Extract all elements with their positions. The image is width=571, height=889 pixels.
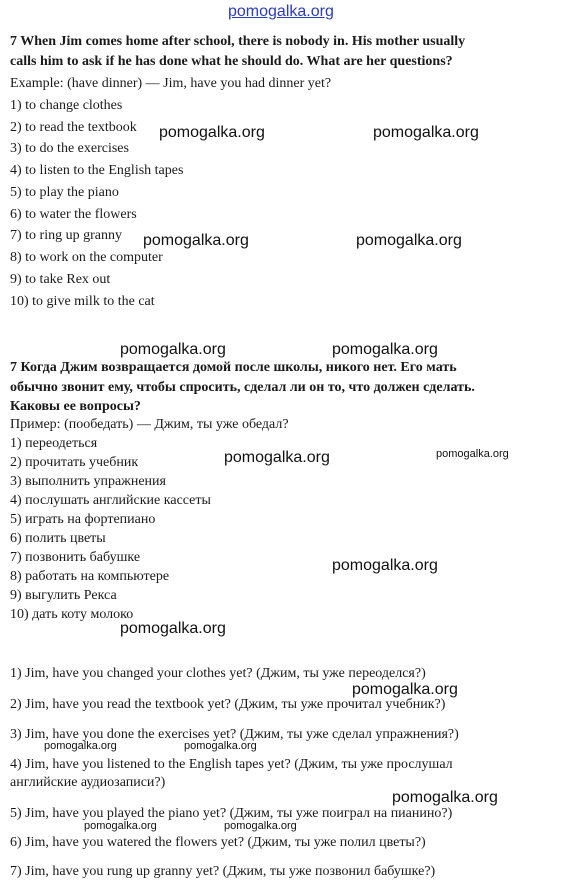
list-item: 1) to change clothes (10, 98, 123, 113)
list-item: 1) переодеться (10, 436, 98, 451)
watermark: pomogalka.org (436, 448, 509, 460)
watermark: pomogalka.org (44, 740, 117, 752)
answer-line: 6) Jim, have you watered the flowers yet? (Джим, ты уже полил цветы?) (10, 835, 426, 850)
watermark: pomogalka.org (332, 341, 438, 358)
exercise-heading-line3: Каковы ее вопросы? (10, 399, 141, 414)
list-item: 10) to give milk to the cat (10, 294, 155, 309)
watermark: pomogalka.org (332, 557, 438, 574)
answer-line: 1) Jim, have you changed your clothes yet? (Джим, ты уже переоделся?) (10, 666, 426, 681)
list-item: 8) to work on the computer (10, 250, 163, 265)
answer-line: 7) Jim, have you rung up granny yet? (Джим, ты уже позвонил бабушке?) (10, 864, 436, 879)
list-item: 6) to water the flowers (10, 207, 137, 222)
list-item: 9) выгулить Рекса (10, 588, 117, 603)
exercise-heading-line2: calls him to ask if he has done what he should do. What are her questions? (10, 54, 453, 69)
list-item: 2) to read the textbook (10, 120, 137, 135)
exercise-heading-line1: 7 When Jim comes home after school, there is nobody in. His mother usually (10, 34, 466, 49)
watermark: pomogalka.org (224, 449, 330, 466)
watermark: pomogalka.org (120, 620, 226, 637)
watermark: pomogalka.org (84, 820, 157, 832)
list-item: 10) дать коту молоко (10, 607, 134, 622)
list-item: 4) to listen to the English tapes (10, 163, 184, 178)
list-item: 6) полить цветы (10, 531, 106, 546)
exercise-example: Пример: (пообедать) — Джим, ты уже обедал? (10, 417, 289, 432)
watermark: pomogalka.org (392, 789, 498, 806)
list-item: 7) to ring up granny (10, 228, 122, 243)
list-item: 8) работать на компьютере (10, 569, 170, 584)
exercise-heading-line2: обычно звонит ему, чтобы спросить, сделал ли он то, что должен сделать. (10, 380, 475, 395)
watermark: pomogalka.org (373, 124, 479, 141)
watermark: pomogalka.org (356, 232, 462, 249)
list-item: 2) прочитать учебник (10, 455, 139, 470)
list-item: 3) выполнить упражнения (10, 474, 166, 489)
answer-line: 3) Jim, have you done the exercises yet? (Джим, ты уже сделал упражнения?) (10, 727, 459, 742)
list-item: 9) to take Rex out (10, 272, 111, 287)
watermark: pomogalka.org (120, 341, 226, 358)
top-watermark[interactable]: pomogalka.org (228, 3, 334, 20)
watermark: pomogalka.org (224, 820, 297, 832)
watermark: pomogalka.org (159, 124, 265, 141)
exercise-example: Example: (have dinner) — Jim, have you had dinner yet? (10, 76, 332, 91)
watermark: pomogalka.org (352, 681, 458, 698)
watermark: pomogalka.org (184, 740, 257, 752)
list-item: 5) to play the piano (10, 185, 119, 200)
answer-line: 2) Jim, have you read the textbook yet? (Джим, ты уже прочитал учебник?) (10, 697, 446, 712)
list-item: 4) послушать английские кассеты (10, 493, 211, 508)
list-item: 5) играть на фортепиано (10, 512, 156, 527)
answer-line: 4) Jim, have you listened to the English tapes yet? (Джим, ты уже прослушал (10, 757, 453, 772)
list-item: 3) to do the exercises (10, 141, 129, 156)
exercise-heading-line1: 7 Когда Джим возвращается домой после школы, никого нет. Его мать (10, 360, 457, 375)
watermark: pomogalka.org (143, 232, 249, 249)
answer-line: 5) Jim, have you played the piano yet? (Джим, ты уже поиграл на пианино?) (10, 806, 453, 821)
answer-line: английские аудиозаписи?) (10, 775, 166, 790)
list-item: 7) позвонить бабушке (10, 550, 141, 565)
